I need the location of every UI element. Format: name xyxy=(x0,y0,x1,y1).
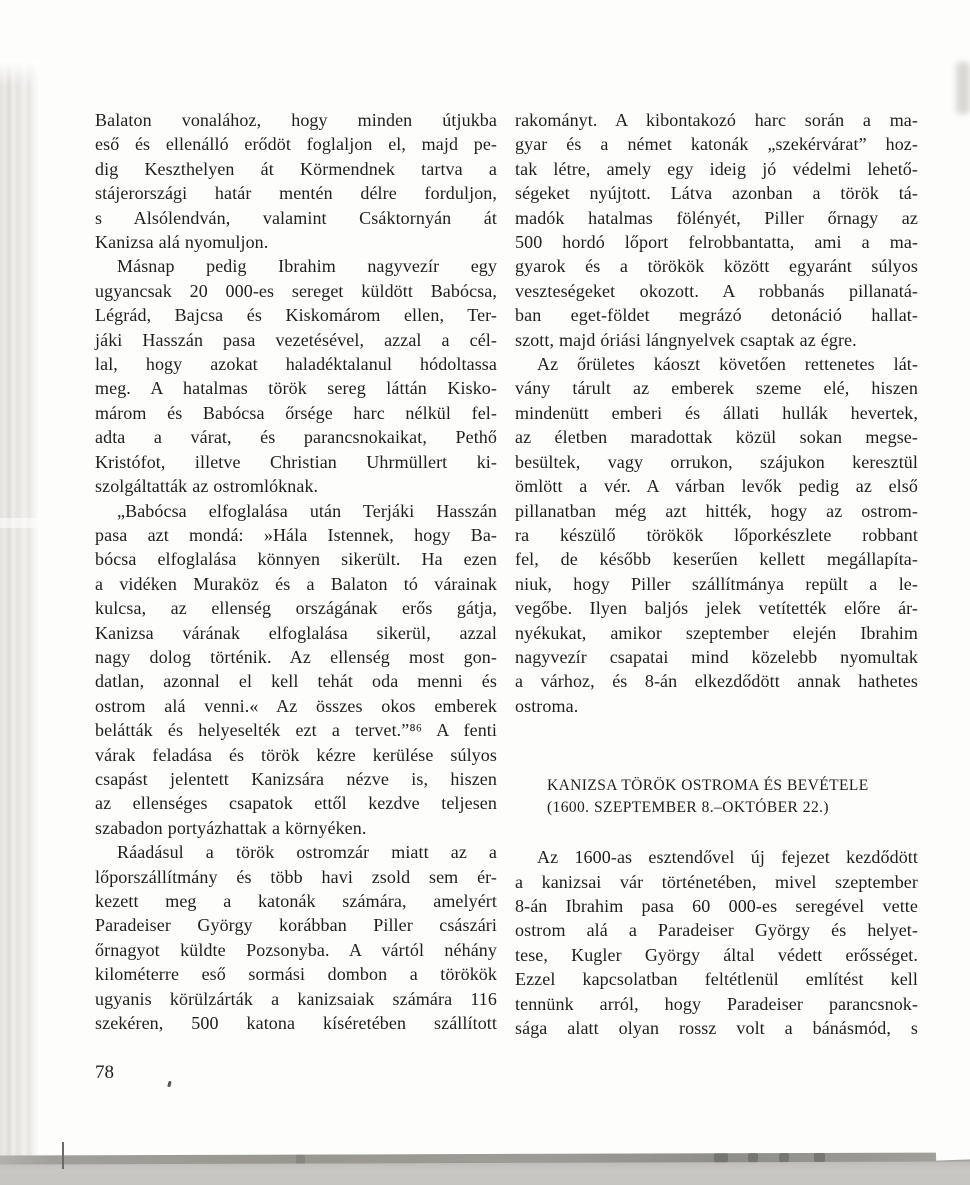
heading-line: (1600. SZEPTEMBER 8.–OKTÓBER 22.) xyxy=(547,799,829,817)
text-line: ban eget-földet megrázó detonáció hallat- xyxy=(515,305,918,326)
text-line: ségeket nyújtott. Látva azonban a török tá- xyxy=(515,183,918,204)
text-line: gyar és a német katonák „szekérvárat” hoz- xyxy=(515,134,918,155)
text-line: szekéren, 500 katona kíséretében szállított xyxy=(95,1013,497,1034)
text-line: szolgáltatták az ostromlóknak. xyxy=(95,476,319,497)
text-line: stájerországi határ mentén délre forduljon, xyxy=(95,183,497,204)
text-line: sága alatt olyan rossz volt a bánásmód, s xyxy=(515,1018,918,1038)
text-line: pasa azt mondá: »Hála Istennek, hogy Ba- xyxy=(95,524,497,545)
text-line: pillanatban még azt hitték, hogy az ostrom- xyxy=(515,500,918,521)
scan-speck xyxy=(167,1081,171,1088)
scan-blemish xyxy=(296,1155,305,1164)
text-line: adta a várat, és parancsnokaikat, Pethő xyxy=(95,427,497,448)
scan-blemish xyxy=(714,1153,728,1162)
text-line: ra készülő törökök lőporkészlete robbant xyxy=(515,524,918,545)
text-line: őrnagyot küldte Pozsonyba. A vártól néhány xyxy=(95,939,497,960)
text-line: várak feladása és török kézre kerülése súlyos xyxy=(95,744,497,765)
text-line: s Alsólendván, valamint Csáktornyán át xyxy=(95,207,497,228)
text-line: besültek, vagy orrukon, szájukon keresztül xyxy=(515,451,918,472)
paragraph xyxy=(515,352,918,718)
paragraph xyxy=(515,108,918,352)
text-line: meg. A hatalmas török sereg láttán Kisko- xyxy=(95,378,497,399)
text-line: ömlött a vér. A várban levők pedig az első xyxy=(515,476,918,497)
text-line: datlan, azonnal el kell tehát oda menni és xyxy=(95,671,497,692)
text-line: Kanizsa várának elfoglalása sikerül, azzal xyxy=(95,622,497,643)
right-column xyxy=(515,108,918,1040)
text-line: veszteségeket okozott. A robbanás pillanatá- xyxy=(515,280,918,301)
text-line: madók hatalmas fölényét, Piller őrnagy az xyxy=(515,207,918,228)
heading-line: KANIZSA TÖRÖK OSTROMA ÉS BEVÉTELE xyxy=(547,777,869,795)
text-line: Kanizsa alá nyomuljon. xyxy=(95,232,269,253)
text-line: vány tárult az emberek szeme elé, hiszen xyxy=(515,378,918,399)
text-line: bócsa elfoglalása könnyen sikerült. Ha ezen xyxy=(95,549,497,570)
text-line: eső és ellenálló erődöt foglaljon el, majd pe- xyxy=(95,134,497,155)
text-line: a vidéken Muraköz és a Balaton tó várainak xyxy=(95,573,497,594)
text-line: ostrom alá venni.« Az összes okos emberek xyxy=(95,695,497,716)
text-line: lőporszállítmány és több havi zsold sem ér- xyxy=(95,866,497,887)
text-line: Paradeiser György korábban Piller császári xyxy=(95,915,497,936)
text-line: Légrád, Bajcsa és Kiskomárom ellen, Ter- xyxy=(95,305,497,326)
text-line: 8-án Ibrahim pasa 60 000-es seregével vette xyxy=(515,895,918,916)
paragraph xyxy=(95,108,497,254)
scan-blemish xyxy=(814,1153,825,1162)
text-line: Kristófot, illetve Christian Uhrmüllert ki- xyxy=(95,451,497,472)
text-line: vegőbe. Ilyen baljós jelek vetítették előre ár- xyxy=(515,598,918,619)
text-line: nagyvezír csapatai mind közelebb nyomultak xyxy=(515,646,918,667)
text-line: márom és Babócsa őrsége harc nélkül fel- xyxy=(95,402,497,423)
text-line: nyékukat, amikor szeptember elején Ibrahim xyxy=(515,622,918,643)
text-line: ugyancsak 20 000-es sereget küldött Babócsa, xyxy=(95,280,497,301)
text-line: csapást jelentett Kanizsára nézve is, hiszen xyxy=(95,768,497,789)
text-line: nagy dolog történik. Az ellenség most gon- xyxy=(95,646,497,667)
text-line: 500 hordó lőport felrobbantatta, ami a ma- xyxy=(515,232,918,253)
text-line: dig Keszthelyen át Körmendnek tartva a xyxy=(95,158,497,179)
text-line: a kanizsai vár történetében, mivel szeptember xyxy=(515,871,918,892)
text-line: gyarok és a törökök között egyaránt súlyos xyxy=(515,256,918,277)
text-line: tennünk arról, hogy Paradeiser parancsnok- xyxy=(515,993,918,1014)
text-line: szabadon portyázhattak a környéken. xyxy=(95,817,367,838)
scan-blemish xyxy=(748,1153,758,1162)
text-line: kilométerre eső sormási dombon a törökök xyxy=(95,964,497,985)
section-heading xyxy=(515,775,918,819)
page-corner xyxy=(936,1149,970,1160)
text-line: ostrom alá a Paradeiser György és helyet- xyxy=(515,920,918,941)
text-line: Másnap pedig Ibrahim nagyvezír egy xyxy=(117,256,497,277)
text-line: az életben maradottak közül sokan megse- xyxy=(515,427,918,448)
text-line: Ráadásul a török ostromzár miatt az a xyxy=(117,842,497,863)
page-stack-edge xyxy=(0,1161,970,1185)
text-line: mindenütt emberi és állati hullák hevertek, xyxy=(515,402,918,423)
text-line: rakományt. A kibontakozó harc során a ma- xyxy=(515,110,918,130)
text-line: Az 1600-as esztendővel új fejezet kezdődött xyxy=(537,847,918,868)
page-number: 78 xyxy=(95,1062,114,1083)
text-line: tak létre, amely egy ideig jó védelmi lehető- xyxy=(515,158,918,179)
text-line: belátták és helyeselték ezt a tervet.”⁸⁶ A fenti xyxy=(95,720,497,741)
text-line: szott, majd óriási lángnyelvek csaptak az égre. xyxy=(515,329,857,350)
left-column xyxy=(95,108,497,1035)
text-line: lal, hogy azokat haladéktalanul hódoltassa xyxy=(95,354,497,375)
scan-stray-mark xyxy=(62,1142,64,1169)
right-edge-smudge xyxy=(956,62,970,114)
text-line: „Babócsa elfoglalása után Terjáki Hasszán xyxy=(117,500,497,521)
text-line: ostroma. xyxy=(515,695,579,716)
scan-blemish xyxy=(779,1153,789,1162)
paragraph xyxy=(95,254,497,498)
paragraph xyxy=(95,840,497,1035)
left-page-edge-strip xyxy=(0,60,39,1185)
text-line: Az őrületes káoszt követően rettenetes lát- xyxy=(537,354,918,375)
text-line: Balaton vonalához, hogy minden útjukba xyxy=(95,110,497,130)
text-line: kulcsa, az ellenség országának erős gátja, xyxy=(95,598,497,619)
text-line: az ellenséges csapatok ettől kezdve teljesen xyxy=(95,793,497,814)
paragraph xyxy=(515,845,918,1040)
text-line: jáki Hasszán pasa vezetésével, azzal a cél- xyxy=(95,329,497,350)
text-line: niuk, hogy Piller szállítmánya repült a le- xyxy=(515,573,918,594)
text-line: Ezzel kapcsolatban feltétlenül említést kell xyxy=(515,969,918,990)
paragraph xyxy=(95,499,497,841)
text-line: a várhoz, és 8-án elkezdődött annak hathetes xyxy=(515,671,918,692)
text-line: kezett meg a katonák számára, amelyért xyxy=(95,891,497,911)
text-line: ugyanis körülzárták a kanizsaiak számára 116 xyxy=(95,988,497,1009)
text-line: tese, Kugler György által védett erősséget. xyxy=(515,944,918,965)
text-line: fel, de később keserűen kellett megállapíta- xyxy=(515,549,918,570)
